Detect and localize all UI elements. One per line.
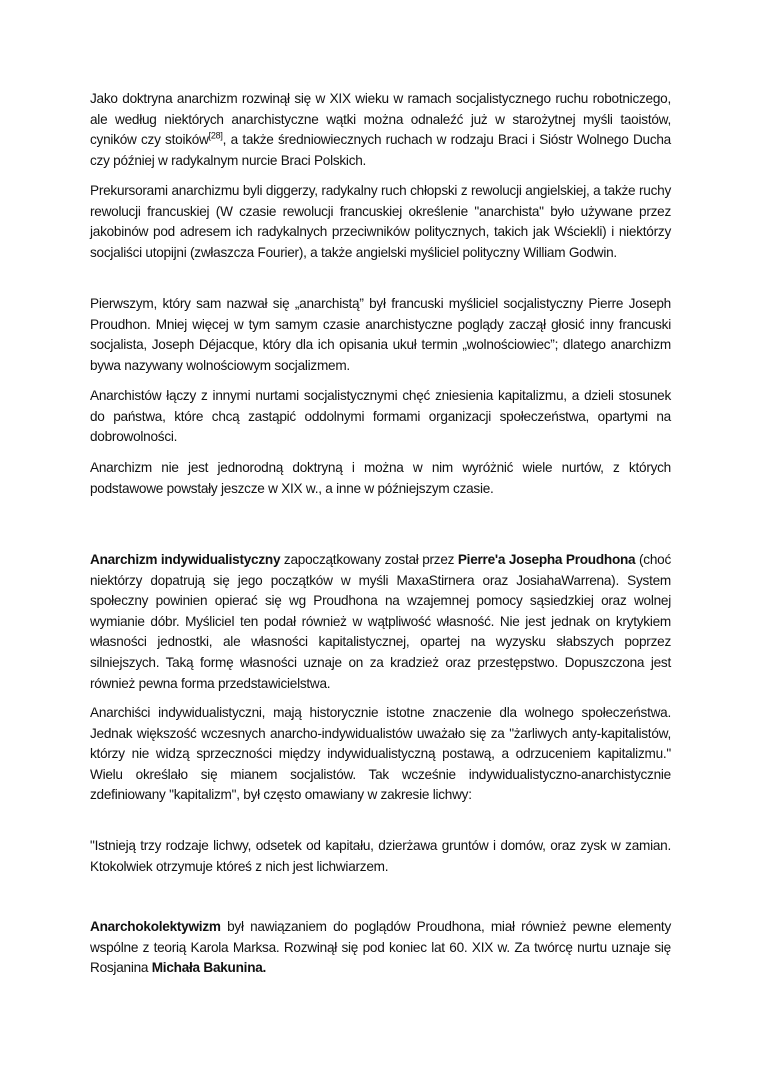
paragraph-individualist-anarchists: Anarchiści indywidualistyczni, mają historycznie istotne znaczenie dla wolnego społeczeństwa. Jednak większość wczesnych anarcho-indywidualistów uważało się za "żarliwych anty-kapitalistów, którzy nie widzą sprzeczności między indywidualistyczną postawą, a odrzuceniem kapitalizmu." Wielu określało się mianem socjalistów. Tak wcześnie indywidualistyczno-anarchistycznie zdefiniowany "kapitalizm", był często omawiany w zakresie lichwy: <box>90 705 671 803</box>
footnote-ref[interactable]: [28] <box>208 130 223 141</box>
paragraph-origins <box>90 89 671 171</box>
paragraph-precursors: Prekursorami anarchizmu byli diggerzy, radykalny ruch chłopski z rewolucji angielskiej, a także ruchy rewolucji francuskiej (W czasie rewolucji francuskiej określenie "anarchista" było używane przez jakobinów pod adresem ich radykalnych przeciwników politycznych, takich jak Wściekli) i niektórzy socjaliści utopijni (zwłaszcza Fourier), a także angielski myśliciel polityczny William Godwin. <box>90 183 671 260</box>
text: był nawiązaniem do poglądów Proudhona, miał również pewne elementy wspólne z teorią Karola Marksa. Rozwinął się pod koniec lat 60. XIX w. Za twórcę nurtu uznaje się Rosjanina <box>90 919 671 976</box>
paragraph-usury-quote: "Istnieją trzy rodzaje lichwy, odsetek od kapitału, dzierżawa gruntów i domów, oraz zysk w zamian. Ktokolwiek otrzymuje któreś z nich jest lichwiarzem. <box>90 838 671 874</box>
paragraph-capitalism: Anarchistów łączy z innymi nurtami socjalistycznymi chęć zniesienia kapitalizmu, a dzieli stosunek do państwa, które chcą zastąpić oddolnymi formami organizacji społeczeństwa, opartymi na dobrowolności. <box>90 388 671 445</box>
term-bold: Anarchizm indywidualistyczny <box>90 552 281 567</box>
paragraph-collectivism <box>90 917 671 979</box>
text: (choć niektórzy dopatrują się jego początków w myśli MaxaStirnera oraz JosiahaWarrena). System społeczny powinien opierać się wg Proudhona na wzajemnej pomocy sąsiedzkiej oraz wolnej wymianie dóbr. Myśliciel ten podał również w wątpliwość własność. Nie jest jednak on krytykiem własności jednostki, ale własności kapitalistycznej, opartej na wyzysku słabszych poprzez silniejszych. Taką formę własności uznaje on za kradzież oraz przestępstwo. Dopuszczona jest również pewna forma przedstawicielstwa. <box>90 552 672 691</box>
term-bold: Anarchokolektywizm <box>90 919 221 934</box>
text: , a także średniowiecznych ruchach w rodzaju Braci i Sióstr Wolnego Ducha czy później w radykalnym nurcie Braci Polskich. <box>90 132 671 168</box>
text: zapoczątkowany został przez <box>280 552 458 567</box>
text: Jako doktryna anarchizm rozwinął się w XIX wieku w ramach socjalistycznego ruchu robotniczego, ale według niektórych anarchistyczne wątki można odnaleźć już w starożytnej myśli taoistów, cyników czy stoików <box>90 91 671 148</box>
paragraph-currents: Anarchizm nie jest jednorodną doktryną i można w nim wyróżnić wiele nurtów, z których podstawowe powstały jeszcze w XIX w., a inne w późniejszym czasie. <box>90 460 671 496</box>
name-bold: Michała Bakunina. <box>151 960 267 976</box>
name-bold: Pierre'a Josepha Proudhona <box>457 552 636 567</box>
paragraph-proudhon: Pierwszym, który sam nazwał się „anarchistą” był francuski myśliciel socjalistyczny Pierre Joseph Proudhon. Mniej więcej w tym samym czasie anarchistyczne poglądy zaczął głosić inny francuski socjalista, Joseph Déjacque, który dla ich opisania ukuł termin „wolnościowiec”; dlatego anarchizm bywa nazywany wolnościowym socjalizmem. <box>90 296 671 373</box>
paragraph-individualist <box>90 550 671 694</box>
